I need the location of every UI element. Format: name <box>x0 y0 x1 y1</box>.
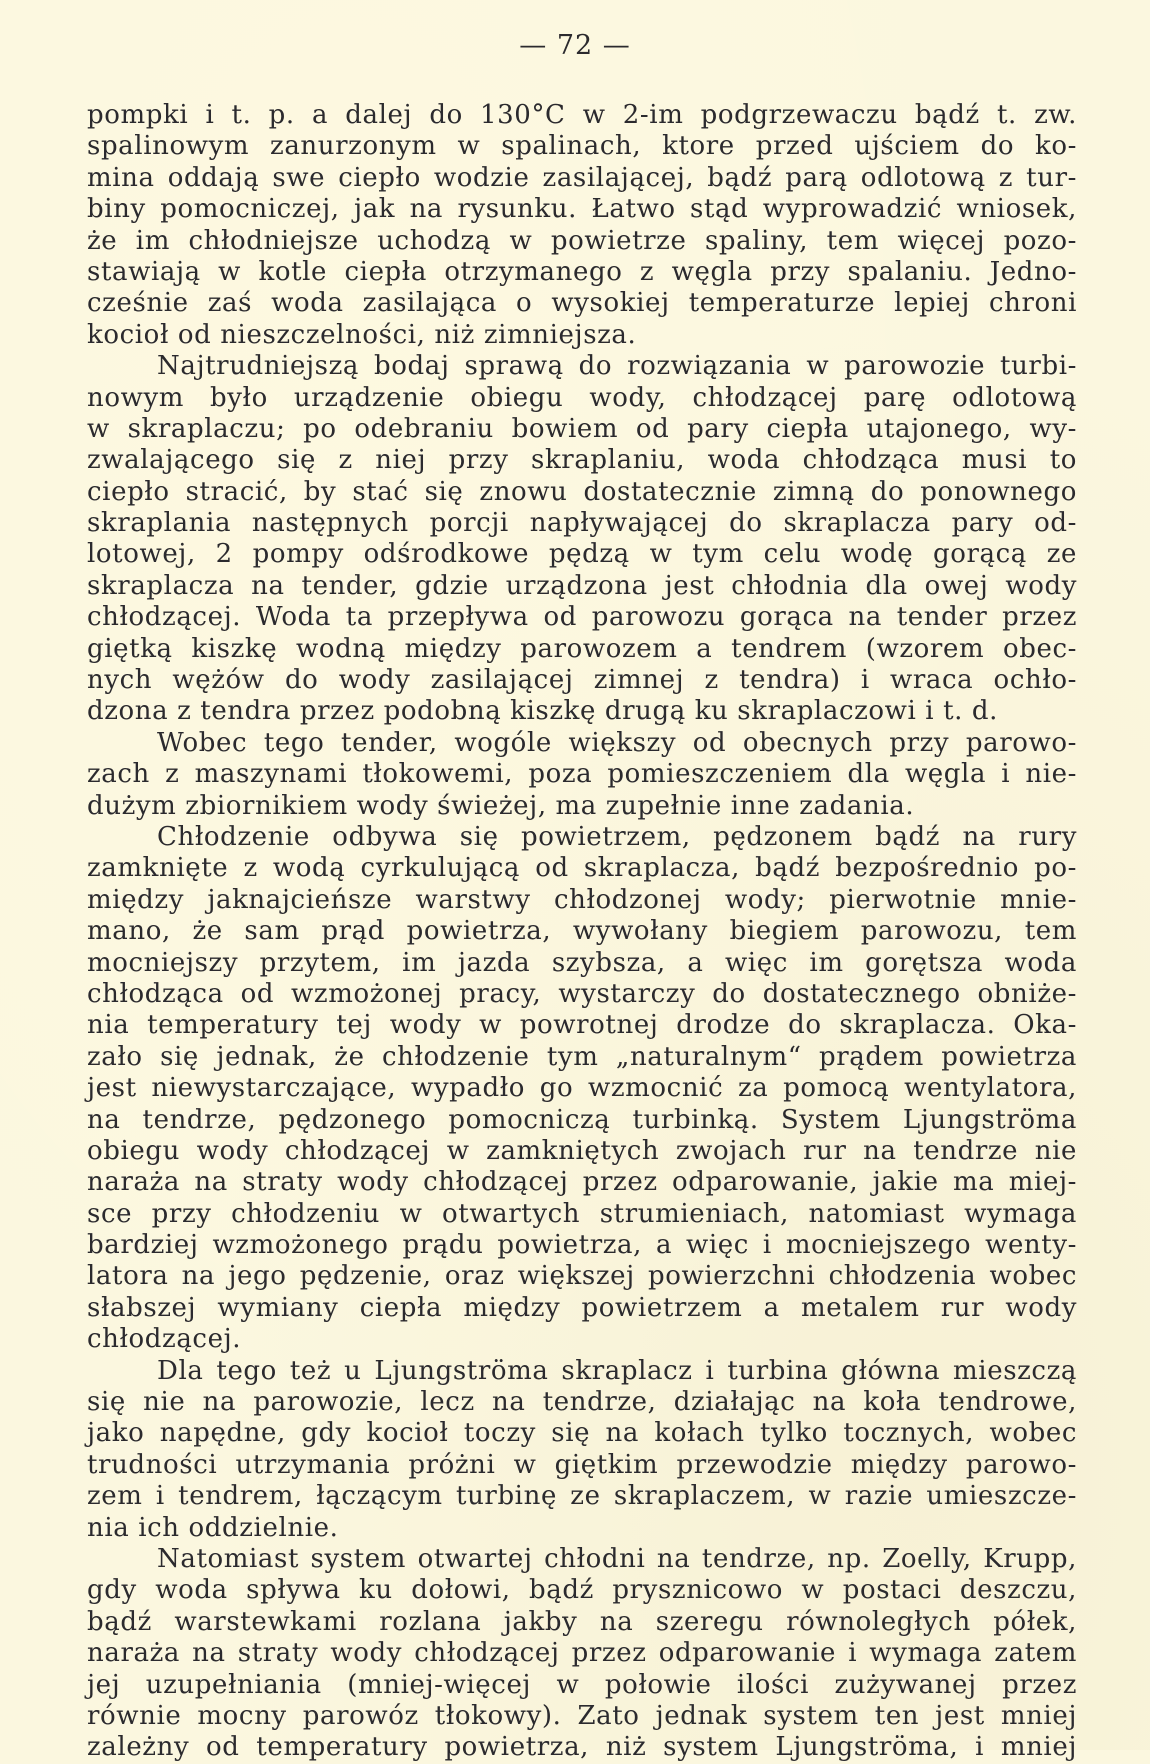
text-line: dzona z tendra przez podobną kiszkę drugą ku skraplaczowi i t. d. <box>87 696 998 727</box>
text-line: nych wężów do wody zasilającej zimnej z tendra) i wraca ochło- <box>87 665 1077 696</box>
text-line: jej uzupełniania (mniej-więcej w połowie ilości zużywanej przez <box>87 1669 1077 1700</box>
text-line: sce przy chłodzeniu w otwartych strumieniach, natomiast wymaga <box>87 1198 1077 1229</box>
paragraph <box>87 822 1077 1356</box>
text-line: latora na jego pędzenie, oraz większej powierzchni chłodzenia wobec <box>87 1261 1077 1292</box>
text-line: nia temperatury tej wody w powrotnej drodze do skraplacza. Oka- <box>87 1010 1077 1041</box>
text-line: chłodzącej. <box>87 1324 242 1355</box>
text-line: chłodząca od wzmożonej pracy, wystarczy do dostatecznego obniże- <box>87 978 1077 1009</box>
text-line: zwalającego się z niej przy skraplaniu, woda chłodząca musi to <box>87 445 1077 476</box>
text-line: gdy woda spływa ku dołowi, bądź prysznicowo w postaci deszczu, <box>87 1575 1077 1606</box>
text-line: mano, że sam prąd powietrza, wywołany biegiem parowozu, tem <box>87 916 1077 947</box>
paragraph <box>87 1356 1077 1544</box>
text-line: ciepło stracić, by stać się znowu dostatecznie zimną do ponownego <box>87 476 1077 507</box>
text-line: Chłodzenie odbywa się powietrzem, pędzonem bądź na rury <box>157 821 1077 852</box>
paragraph <box>87 1544 1077 1764</box>
text-line: obiegu wody chłodzącej w zamkniętych zwojach rur na tendrze nie <box>87 1135 1077 1166</box>
text-line: zależny od temperatury powietrza, niż system Ljungströma, i mniej <box>87 1732 1077 1763</box>
text-line: równie mocny parowóz tłokowy). Zato jednak system ten jest mniej <box>87 1700 1077 1731</box>
text-line: mina oddają swe ciepło wodzie zasilającej, bądź parą odlotową z tur- <box>87 162 1077 193</box>
text-line: Wobec tego tender, wogóle większy od obecnych przy parowo- <box>157 727 1077 758</box>
text-line: bardziej wzmożonego prądu powietrza, a więc i mocniejszego wenty- <box>87 1230 1077 1261</box>
text-line: pompki i t. p. a dalej do 130°C w 2-im podgrzewaczu bądź t. zw. <box>87 100 1077 130</box>
text-line: między jaknajcieńsze warstwy chłodzonej wody; pierwotnie mnie- <box>87 884 1077 915</box>
text-line: Dla tego też u Ljungströma skraplacz i turbina główna mieszczą <box>157 1355 1077 1386</box>
text-line: jest niewystarczające, wypadło go wzmocnić za pomocą wentylatora, <box>87 1073 1077 1104</box>
page-number: — 72 — <box>519 30 631 61</box>
text-line: zach z maszynami tłokowemi, poza pomieszczeniem dla węgla i nie- <box>87 759 1077 790</box>
paragraph <box>87 351 1077 728</box>
text-line: nowym było urządzenie obiegu wody, chłodzącej parę odlotową <box>87 382 1077 413</box>
text-line: naraża na straty wody chłodzącej przez odparowanie, jakie ma miej- <box>87 1167 1077 1198</box>
text-line: spalinowym zanurzonym w spalinach, ktore przed ujściem do ko- <box>87 131 1077 162</box>
text-line: w skraplaczu; po odebraniu bowiem od pary ciepła utajonego, wy- <box>87 413 1077 444</box>
text-line: biny pomocniczej, jak na rysunku. Łatwo stąd wyprowadzić wniosek, <box>87 194 1077 225</box>
text-line: się nie na parowozie, lecz na tendrze, działając na koła tendrowe, <box>87 1387 1077 1418</box>
paragraph <box>87 100 1077 351</box>
text-line: Natomiast system otwartej chłodni na tendrze, np. Zoelly, Krupp, <box>157 1543 1077 1574</box>
text-line: zem i tendrem, łączącym turbinę ze skraplaczem, w razie umieszcze- <box>87 1481 1077 1512</box>
text-line: kocioł od nieszczelności, niż zimniejsza. <box>87 319 637 350</box>
text-line: zało się jednak, że chłodzenie tym „naturalnym“ prądem powietrza <box>87 1041 1077 1072</box>
text-line: jako napędne, gdy kocioł toczy się na kołach tylko tocznych, wobec <box>87 1418 1077 1449</box>
text-line: mocniejszy przytem, im jazda szybsza, a więc im gorętsza woda <box>87 947 1077 978</box>
text-line: dużym zbiornikiem wody świeżej, ma zupełnie inne zadania. <box>87 790 915 821</box>
text-line: bądź warstewkami rozlana jakby na szeregu równoległych półek, <box>87 1606 1077 1637</box>
text-line: na tendrze, pędzonego pomocniczą turbinką. System Ljungströma <box>87 1104 1077 1135</box>
text-line: nia ich oddzielnie. <box>87 1512 339 1543</box>
body-text <box>87 100 1077 1764</box>
text-line: skraplania następnych porcji napływającej do skraplacza pary od- <box>87 508 1077 539</box>
text-line: naraża na straty wody chłodzącej przez odparowanie i wymaga zatem <box>87 1638 1077 1669</box>
text-line: trudności utrzymania próżni w giętkim przewodzie między parowo- <box>87 1449 1077 1480</box>
text-line: słabszej wymiany ciepła między powietrzem a metalem rur wody <box>87 1292 1077 1323</box>
text-line: giętką kiszkę wodną między parowozem a tendrem (wzorem obec- <box>87 633 1077 664</box>
paragraph <box>87 728 1077 822</box>
text-line: lotowej, 2 pompy odśrodkowe pędzą w tym celu wodę gorącą ze <box>87 539 1077 570</box>
text-line: skraplacza na tender, gdzie urządzona jest chłodnia dla owej wody <box>87 570 1077 601</box>
text-line: zamknięte z wodą cyrkulującą od skraplacza, bądź bezpośrednio po- <box>87 853 1077 884</box>
text-line: cześnie zaś woda zasilająca o wysokiej temperaturze lepiej chroni <box>87 288 1077 319</box>
text-line: że im chłodniejsze uchodzą w powietrze spaliny, tem więcej pozo- <box>87 225 1077 256</box>
text-line: Najtrudniejszą bodaj sprawą do rozwiązania w parowozie turbi- <box>157 351 1077 382</box>
text-line: chłodzącej. Woda ta przepływa od parowozu gorąca na tender przez <box>87 602 1077 633</box>
text-line: stawiają w kotle ciepła otrzymanego z węgla przy spalaniu. Jedno- <box>87 256 1077 287</box>
